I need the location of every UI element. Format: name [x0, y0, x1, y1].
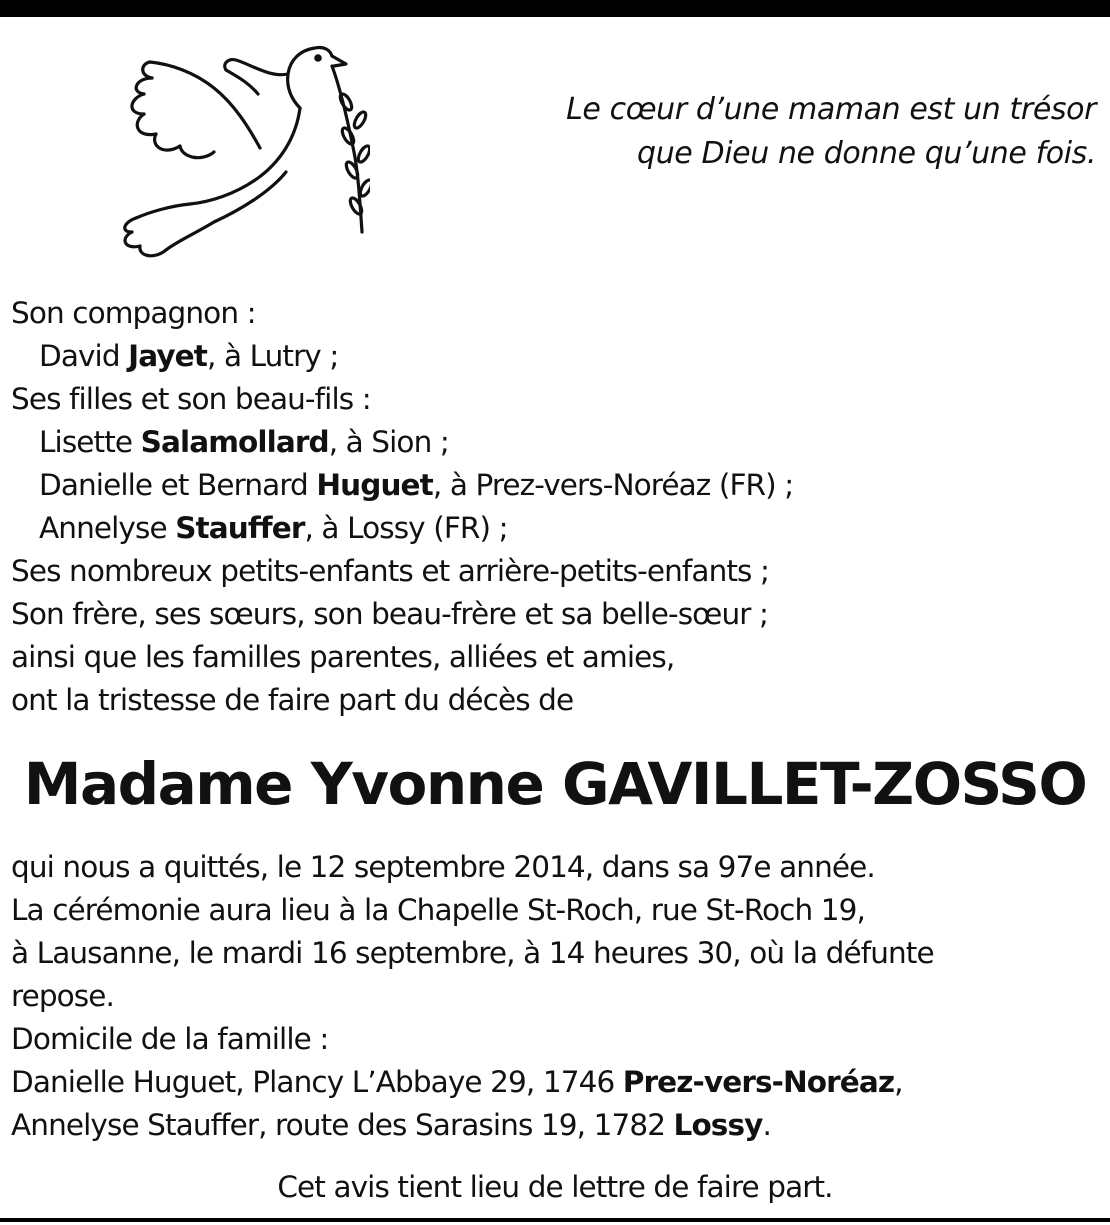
dove-with-olive-branch-icon — [110, 42, 370, 264]
deceased-name: Madame Yvonne GAVILLET-ZOSSO — [23, 750, 1087, 818]
address-town: Prez-vers-Noréaz — [622, 1065, 895, 1099]
siblings-line: Son frère, ses sœurs, son beau-frère et sa belle-sœur ; — [11, 597, 768, 631]
first-name: Danielle et Bernard — [39, 468, 317, 502]
place: , à Sion ; — [328, 425, 449, 459]
address-town: Lossy — [673, 1108, 763, 1142]
quote-line-2: que Dieu ne donne qu’une fois. — [637, 136, 1096, 171]
family-member-line — [11, 421, 793, 464]
announce-line: ont la tristesse de faire part du décès de — [11, 683, 574, 717]
place: , à Prez-vers-Noréaz (FR) ; — [432, 468, 794, 502]
first-name: Annelyse — [39, 511, 176, 545]
daughters-label: Ses filles et son beau-fils : — [11, 382, 371, 416]
family-member-line — [11, 507, 793, 550]
details-line-3: à Lausanne, le mardi 16 septembre, à 14 heures 30, où la défunte — [11, 936, 934, 970]
details-line-1: qui nous a quittés, le 12 septembre 2014, dans sa 97e année. — [11, 850, 875, 884]
place: , à Lossy (FR) ; — [304, 511, 508, 545]
ceremony-details — [11, 846, 934, 1147]
family-list — [11, 292, 793, 722]
place: , à Lutry ; — [206, 339, 339, 373]
address-line — [11, 1061, 934, 1104]
address-text: Annelyse Stauffer, route des Sarasins 19, 1782 — [11, 1108, 674, 1142]
grandchildren-line: Ses nombreux petits-enfants et arrière-petits-enfants ; — [11, 554, 770, 588]
address-punct: . — [762, 1108, 771, 1142]
address-line — [11, 1104, 934, 1147]
bottom-rule — [0, 1218, 1110, 1222]
domicile-label: Domicile de la famille : — [11, 1022, 329, 1056]
last-name: Stauffer — [175, 511, 305, 545]
last-name: Salamollard — [140, 425, 329, 459]
footer-note: Cet avis tient lieu de lettre de faire part. — [277, 1170, 833, 1204]
companion-label: Son compagnon : — [11, 296, 256, 330]
details-line-2: La cérémonie aura lieu à la Chapelle St-Roch, rue St-Roch 19, — [11, 893, 865, 927]
first-name: David — [39, 339, 129, 373]
last-name: Huguet — [316, 468, 433, 502]
address-punct: , — [894, 1065, 903, 1099]
address-text: Danielle Huguet, Plancy L’Abbaye 29, 1746 — [11, 1065, 623, 1099]
families-line: ainsi que les familles parentes, alliées et amies, — [11, 640, 675, 674]
family-member-line — [11, 464, 793, 507]
first-name: Lisette — [39, 425, 141, 459]
companion-line — [11, 335, 793, 378]
quote — [566, 88, 1096, 176]
last-name: Jayet — [128, 339, 207, 373]
details-line-4: repose. — [11, 979, 114, 1013]
quote-line-1: Le cœur d’une maman est un trésor — [566, 92, 1096, 127]
top-rule — [0, 0, 1110, 17]
